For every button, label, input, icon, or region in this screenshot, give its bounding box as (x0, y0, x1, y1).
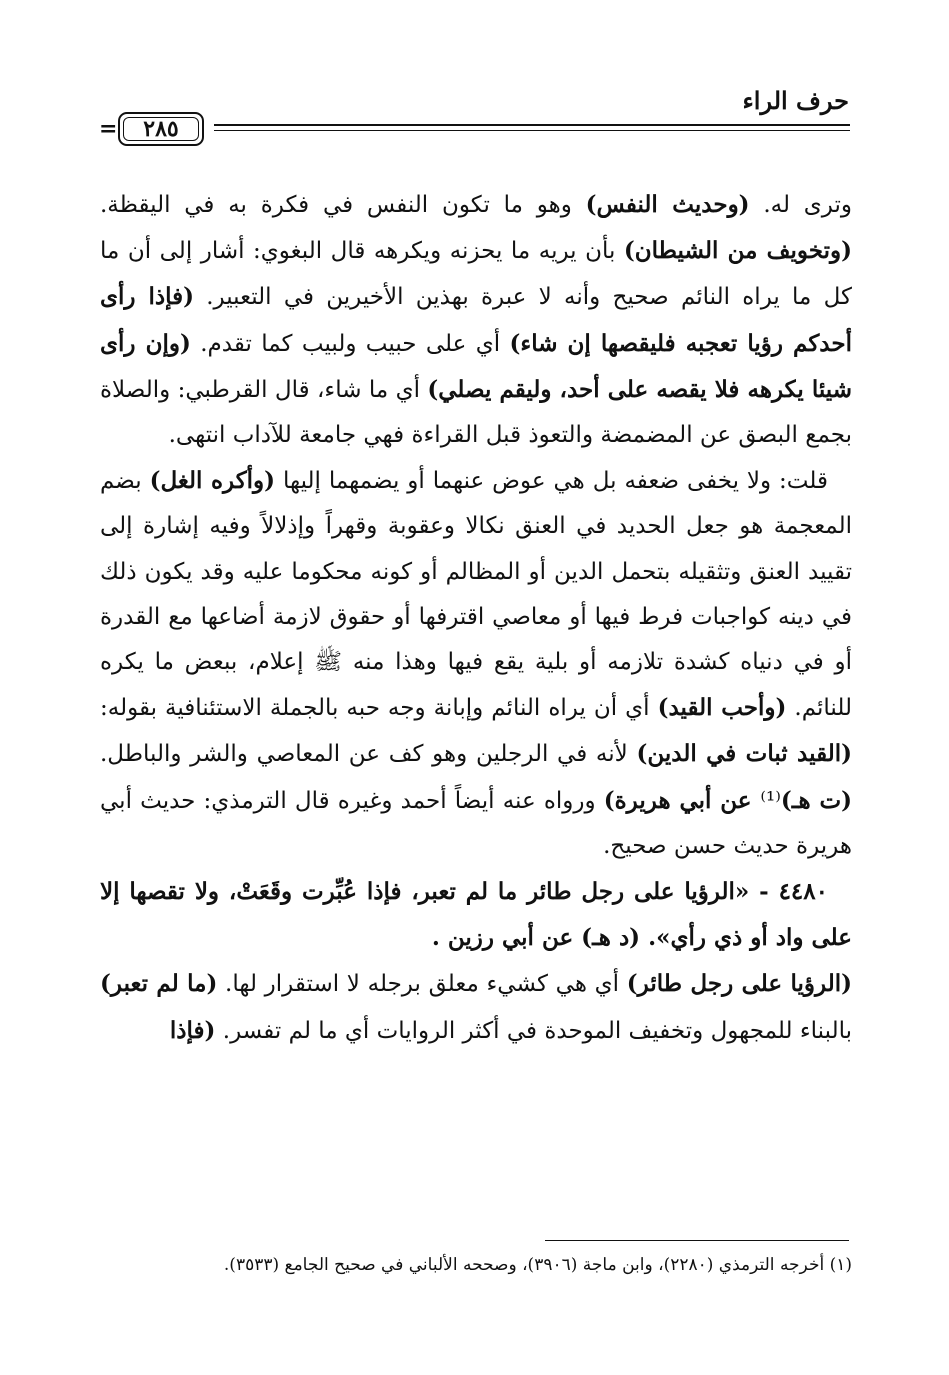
text-run: بأن يريه ما يحزنه ويكرهه قال البغوي: أشار إلى أن ما كل ما يراه النائم صحيح وأنه لا عبرة بهذين الأخيرين في التعبير. (100, 238, 852, 311)
running-title: حرف الراء (742, 86, 849, 115)
page-number: ٢٨٥ (143, 116, 179, 142)
text-run: (الرؤيا على رجل طائر) (626, 970, 852, 998)
text-run: (ما لم تعبر) (100, 970, 218, 998)
header-rule-thin (214, 130, 850, 131)
text-run: وترى له. (749, 192, 852, 218)
text-run: (فإذا (169, 1016, 216, 1044)
text-run: وهو ما تكون النفس في فكرة به في اليقظة. (100, 192, 586, 218)
text-run: (د هـ) عن أبي رزين . (431, 924, 641, 952)
text-run: أي ما شاء، قال القرطبي: والصلاة بجمع البصق عن المضمضة والتعوذ قبل القراءة فهي جامعة للآداب انتهى. (100, 376, 852, 449)
paragraph-2 (100, 458, 852, 869)
text-run: أي أن يراه النائم وإبانة وجه حبه بالجملة الاستئنافية بقوله: (100, 695, 658, 722)
body-text (100, 182, 852, 1054)
paragraph-3-hadith (100, 869, 852, 961)
page-number-mark: = (99, 116, 118, 142)
paragraph-1 (100, 182, 852, 458)
text-run: بالبناء للمجهول وتخفيف الموحدة في أكثر الروايات أي ما لم تفسر. (215, 1017, 852, 1044)
text-run: عن أبي هريرة) (603, 786, 761, 814)
text-run: بضم المعجمة هو جعل الحديد في العنق نكالا وعقوبة وقهراً وإذلالاً وفيه إشارة إلى تقييد العنق وتثقيله بتحمل الدين أو المظالم أو كونه محكوما عليه وقد يكون ذلك في دينه كواجبات فرط فيها أو معاصي اقترفها أو حقوق لازمة أضاعها مع القدرة أو في دنياه كشدة تلازمه أو بلية يقع فيها وهذا منه ﷺ إعلام، ببعض ما يكره للنائم. (100, 468, 852, 722)
text-run: ⁽¹⁾ (760, 787, 781, 814)
paragraph-4 (100, 961, 852, 1053)
text-run: (وأحب القيد) (657, 694, 787, 722)
footnote-rule (545, 1240, 849, 1241)
header-rule (214, 124, 850, 126)
text-run: (وحديث النفس) (585, 191, 750, 218)
text-run: قلت: ولا يخفى ضعفه بل هي عوض عنهما أو يضمهما إليها (275, 468, 829, 495)
page-number-box (118, 112, 204, 146)
footnote: (١) أخرجه الترمذي (٢٢٨٠)، وابن ماجة (٣٩٠٦)، وصححه الألباني في صحيح الجامع (٣٥٣٣). (223, 1255, 852, 1275)
text-run: (وتخويف من الشيطان) (623, 237, 852, 265)
text-run: ٤٤٨٠ - «الرؤيا على رجل طائر ما لم تعبر، فإذا عُبِّرت وقَعَتْ، ولا تقصها إلا على واد أو ذي رأي». (100, 878, 852, 952)
text-run: (ت هـ) (780, 786, 853, 814)
text-run: لأنه في الرجلين وهو كف عن المعاصي والشر والباطل. (100, 741, 637, 768)
text-run: ورواه عنه أيضاً أحمد وغيره قال الترمذي: حديث أبي هريرة حديث حسن صحيح. (100, 787, 852, 859)
text-run: (وإن رأى شيئا يكرهه فلا يقصه على أحد، وليقم يصلي) (100, 329, 852, 403)
text-run: (فإذا رأى أحدكم رؤيا تعجبه فليقصها إن شاء) (100, 283, 852, 357)
text-run: أي هي كشيء معلق برجله لا استقرار لها. (217, 971, 627, 998)
text-run: أي على حبيب ولبيب كما تقدم. (190, 330, 510, 357)
text-run: (وأكره الغل) (149, 467, 276, 495)
text-run: (القيد ثبات في الدين) (636, 740, 852, 768)
